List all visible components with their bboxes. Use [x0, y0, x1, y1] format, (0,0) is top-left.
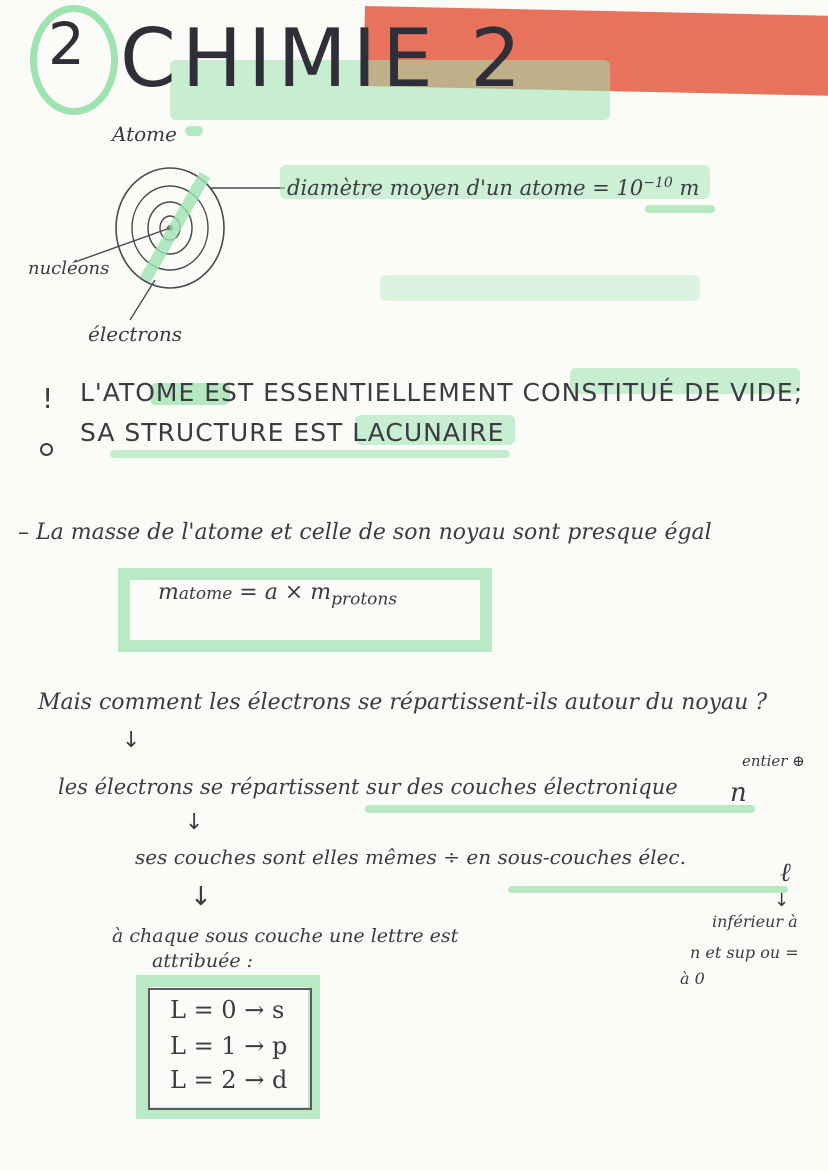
title-number: 2 — [48, 10, 85, 78]
step2-text: ses couches sont elles mêmes ÷ en sous-couches élec. — [135, 845, 686, 869]
warning-line-2: SA STRUCTURE EST LACUNAIRE — [80, 418, 505, 447]
unit-underline — [645, 205, 715, 213]
label-nucleons: nucléons — [28, 258, 110, 279]
sous-couches-underline — [508, 886, 788, 893]
side-note-1: inférieur à — [712, 912, 798, 931]
diameter-label: diamètre moyen d'un atome = 10 — [287, 176, 644, 200]
diameter-unit: m — [679, 176, 700, 200]
question: Mais comment les électrons se répartissent-ils autour du noyau ? — [38, 690, 768, 715]
label-electrons: électrons — [88, 322, 183, 346]
arrow-down-small: ↓ — [774, 890, 791, 911]
letter-p: L = 1 → p — [170, 1032, 288, 1060]
formula-rest: = a × m — [239, 580, 332, 605]
formula-m: m — [158, 580, 179, 605]
step2-var: ℓ — [780, 858, 791, 888]
diameter-text — [287, 175, 699, 200]
label-atome: Atome — [112, 122, 177, 146]
mass-sentence: – La masse de l'atome et celle de son noyau sont presque égal — [18, 520, 712, 545]
side-note-2: n et sup ou = — [690, 943, 799, 962]
arrow-down-2: ↓ — [185, 810, 205, 835]
step3-line-2: attribuée : — [152, 950, 254, 972]
empty-highlight-band — [380, 275, 700, 301]
diameter-exponent: −10 — [643, 175, 673, 191]
atome-highlight — [185, 126, 203, 136]
letter-d: L = 2 → d — [170, 1066, 288, 1094]
warning-underline — [110, 450, 510, 458]
formula-m-sub: atome — [178, 584, 233, 604]
side-note-3: à 0 — [680, 969, 705, 988]
warning-symbol: ! — [42, 382, 55, 415]
arrow-down-1: ↓ — [122, 728, 142, 753]
warning-line-1: L'ATOME EST ESSENTIELLEMENT CONSTITUÉ DE VIDE; — [80, 378, 804, 407]
atom-diagram — [20, 140, 300, 340]
bullet-circle — [40, 443, 53, 456]
step3-line-1: à chaque sous couche une lettre est — [112, 925, 459, 947]
formula-rest-sub: protons — [331, 589, 398, 610]
entier-note: entier ⊕ — [742, 752, 805, 770]
step1-text: les électrons se répartissent sur des couches électronique — [58, 775, 678, 799]
arrow-down-3: ↓ — [190, 882, 213, 912]
page-title: CHIMIE 2 — [120, 12, 528, 105]
step1-var: n — [730, 778, 747, 808]
formula — [158, 580, 397, 609]
letter-s: L = 0 → s — [170, 996, 285, 1024]
couches-underline — [365, 805, 755, 813]
